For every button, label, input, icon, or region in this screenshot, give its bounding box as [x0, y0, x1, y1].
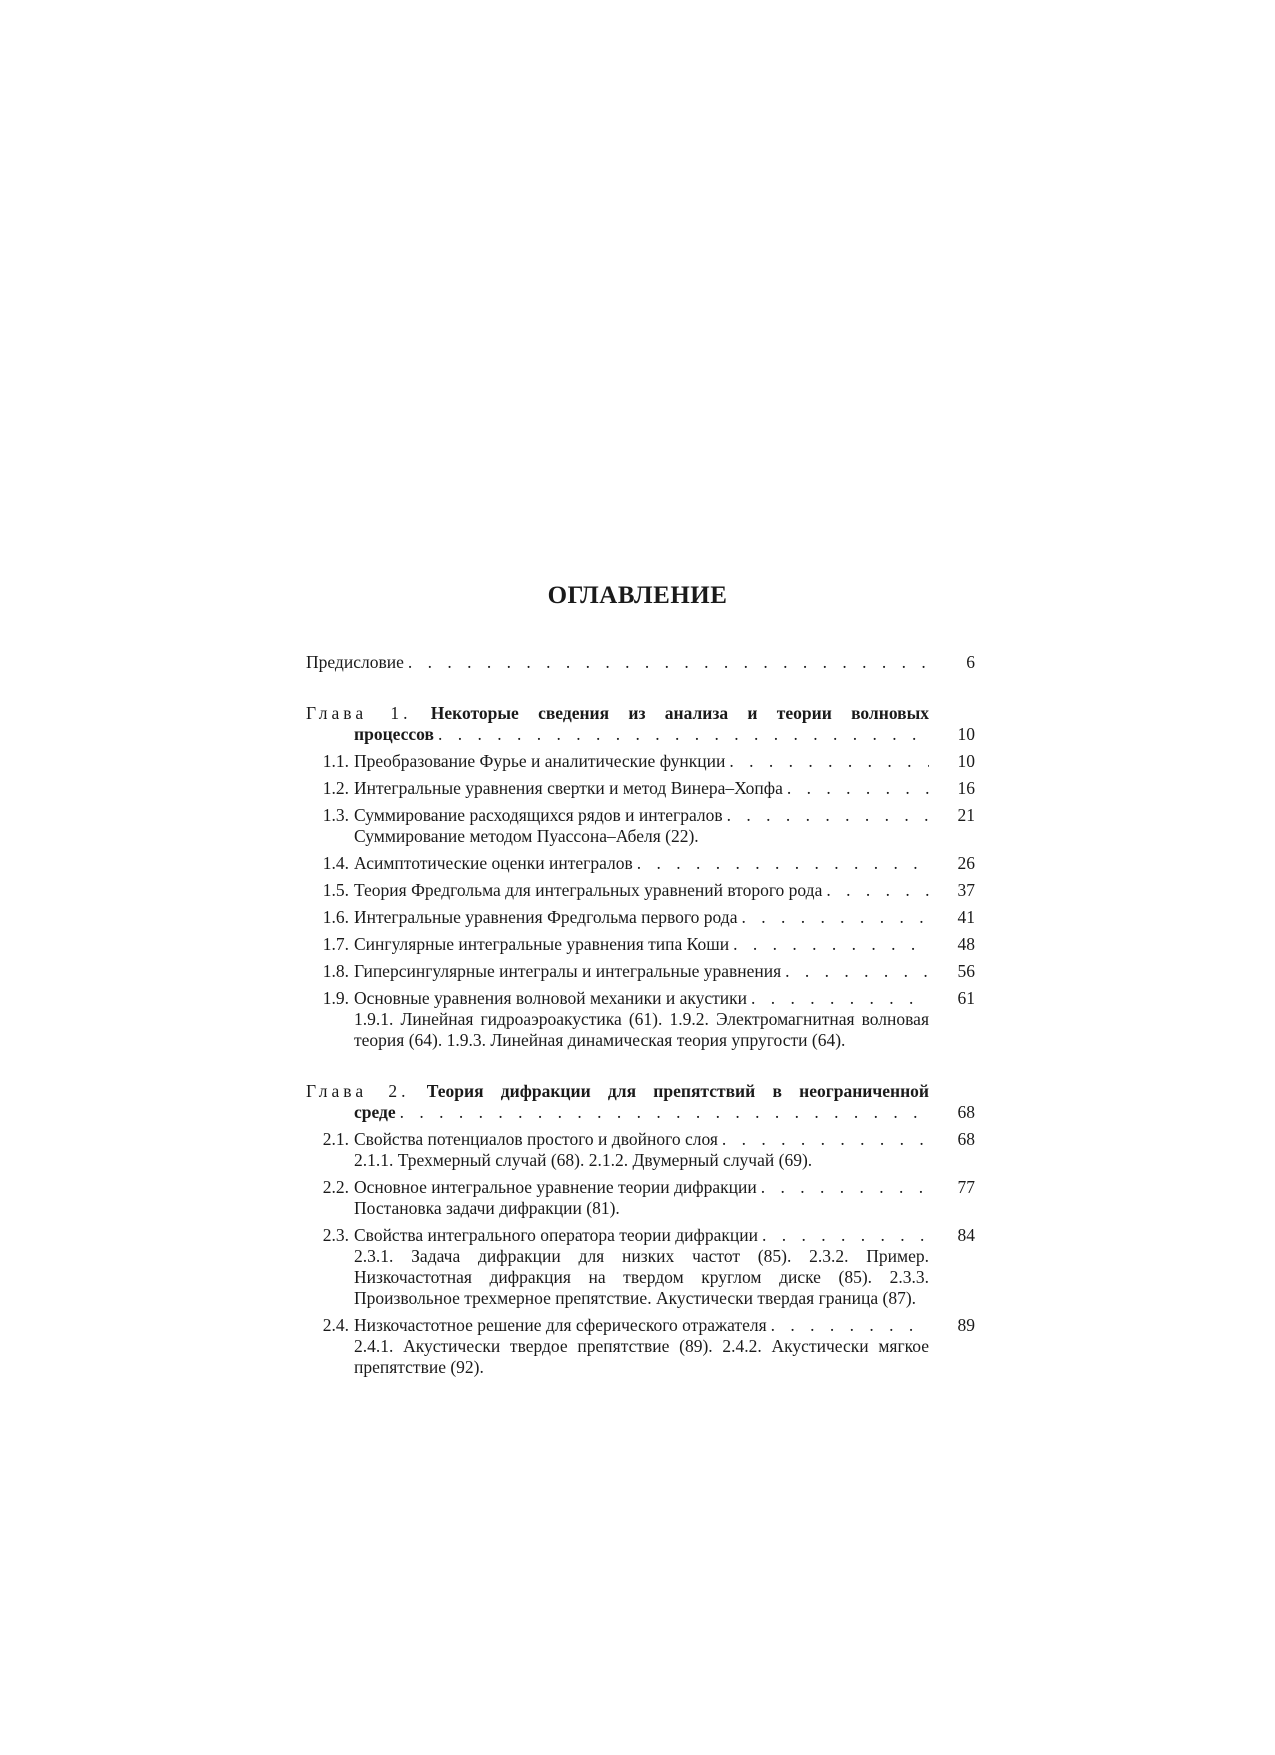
section-page: 68 [957, 1129, 975, 1149]
dot-leader [785, 961, 929, 982]
section-page: 77 [957, 1177, 975, 1197]
section-page: 16 [957, 778, 975, 798]
chapter-title-line2: процессов [354, 724, 434, 744]
section-number: 1.7. [322, 934, 349, 954]
dot-leader [733, 934, 929, 955]
section-title: Основные уравнения волновой механики и акустики [354, 988, 748, 1008]
section-title: Суммирование расходящихся рядов и интегралов [354, 805, 723, 825]
dot-leader [761, 1177, 929, 1198]
entry-page: 6 [966, 652, 975, 672]
chapter-title-line1: Некоторые сведения из анализа и теории волновых [430, 703, 929, 723]
chapter-1[interactable] [306, 703, 975, 745]
dot-leader [771, 1315, 929, 1336]
section-page: 37 [957, 880, 975, 900]
entry-title: Предисловие [306, 652, 404, 672]
section-number: 1.3. [322, 805, 349, 825]
toc-entry-1-9[interactable] [306, 988, 975, 1051]
toc-entry-2-2[interactable] [306, 1177, 975, 1219]
section-title: Асимптотические оценки интегралов [354, 853, 633, 873]
section-number: 1.9. [322, 988, 349, 1008]
toc-entry-1-2[interactable] [306, 778, 975, 799]
dot-leader [741, 907, 929, 928]
chapter-page: 68 [957, 1102, 975, 1122]
subsection-list: 2.4.1. Акустически твердое препятствие (89). 2.4.2. Акустически мягкое препятствие (92). [354, 1336, 929, 1377]
section-number: 1.1. [322, 751, 349, 771]
section-title: Теория Фредгольма для интегральных уравнений второго рода [354, 880, 823, 900]
section-number: 1.6. [322, 907, 349, 927]
dot-leader [722, 1129, 929, 1150]
section-number: 2.3. [322, 1225, 349, 1245]
section-page: 89 [957, 1315, 975, 1335]
dot-leader [727, 805, 929, 826]
dot-leader [729, 751, 929, 772]
section-page: 41 [957, 907, 975, 927]
section-title: Интегральные уравнения Фредгольма первого рода [354, 907, 738, 927]
chapter-title-line2: среде [354, 1102, 396, 1122]
subsection-list: 2.3.1. Задача дифракции для низких частот (85). 2.3.2. Пример. Низкочастотная дифракция на твердом круглом диске (85). 2.3.3. Произвольное трехмерное препятствие. Акустически твердая граница (87). [354, 1246, 929, 1308]
section-page: 48 [957, 934, 975, 954]
dot-leader [787, 778, 929, 799]
toc-entry-1-3[interactable] [306, 805, 975, 847]
section-number: 1.5. [322, 880, 349, 900]
section-page: 61 [957, 988, 975, 1008]
table-of-contents [306, 652, 975, 1384]
section-title: Интегральные уравнения свертки и метод Винера–Хопфа [354, 778, 783, 798]
subsection-list: 2.1.1. Трехмерный случай (68). 2.1.2. Двумерный случай (69). [354, 1150, 813, 1170]
section-number: 1.8. [322, 961, 349, 981]
toc-entry-1-5[interactable] [306, 880, 975, 901]
toc-entry-2-4[interactable] [306, 1315, 975, 1378]
section-number: 1.2. [322, 778, 349, 798]
section-number: 2.2. [322, 1177, 349, 1197]
section-title: Основное интегральное уравнение теории дифракции [354, 1177, 757, 1197]
toc-entry-1-6[interactable] [306, 907, 975, 928]
section-page: 10 [957, 751, 975, 771]
toc-entry-1-7[interactable] [306, 934, 975, 955]
dot-leader [751, 988, 929, 1009]
chapter-2[interactable] [306, 1081, 975, 1123]
section-page: 26 [957, 853, 975, 873]
toc-entry-preface[interactable] [306, 652, 975, 673]
toc-entry-1-1[interactable] [306, 751, 975, 772]
toc-entry-1-4[interactable] [306, 853, 975, 874]
toc-entry-1-8[interactable] [306, 961, 975, 982]
dot-leader [826, 880, 929, 901]
chapter-prefix: Глава 1. [306, 703, 412, 723]
dot-leader [762, 1225, 929, 1246]
page-title: ОГЛАВЛЕНИЕ [547, 582, 728, 609]
chapter-title-line1: Теория дифракции для препятствий в неограниченной [426, 1081, 929, 1101]
section-title: Сингулярные интегральные уравнения типа Коши [354, 934, 730, 954]
section-title: Гиперсингулярные интегралы и интегральные уравнения [354, 961, 782, 981]
dot-leader [438, 724, 929, 745]
section-title: Свойства потенциалов простого и двойного слоя [354, 1129, 718, 1149]
chapter-prefix: Глава 2. [306, 1081, 410, 1101]
toc-entry-2-3[interactable] [306, 1225, 975, 1309]
section-page: 84 [957, 1225, 975, 1245]
section-title: Преобразование Фурье и аналитические функции [354, 751, 726, 771]
section-title: Свойства интегрального оператора теории дифракции [354, 1225, 758, 1245]
dot-leader [400, 1102, 929, 1123]
section-title: Низкочастотное решение для сферического отражателя [354, 1315, 767, 1335]
chapter-page: 10 [957, 724, 975, 744]
dot-leader [637, 853, 929, 874]
section-page: 56 [957, 961, 975, 981]
section-number: 1.4. [322, 853, 349, 873]
section-number: 2.1. [322, 1129, 349, 1149]
dot-leader [408, 652, 929, 673]
subsection-list: 1.9.1. Линейная гидроаэроакустика (61). 1.9.2. Электромагнитная волновая теория (64). 1.9.3. Линейная динамическая теория упругости (64). [354, 1009, 929, 1050]
subsection-list: Постановка задачи дифракции (81). [354, 1198, 620, 1218]
subsection-list: Суммирование методом Пуассона–Абеля (22). [354, 826, 699, 846]
section-number: 2.4. [322, 1315, 349, 1335]
section-page: 21 [957, 805, 975, 825]
toc-entry-2-1[interactable] [306, 1129, 975, 1171]
